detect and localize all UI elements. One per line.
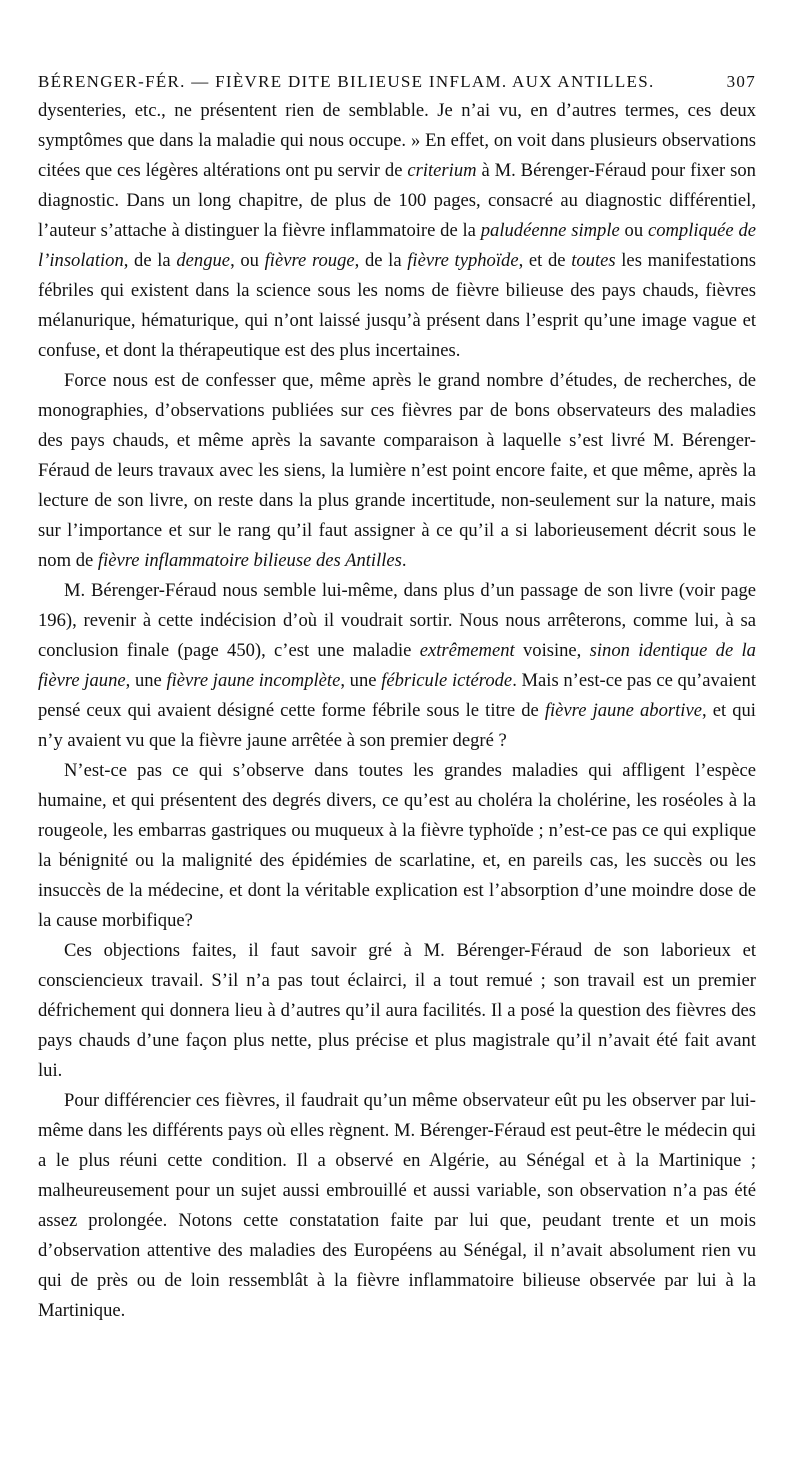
body-text <box>38 96 756 1326</box>
text-run: , de la <box>123 250 177 271</box>
text-run: les manifestations fébriles qui existent dans la science sous les noms de fièvre bilieuse des pays chauds, fièvres mélanurique, hématurique, qui n’ont laissé jusqu’à présent dans l’esprit qu’une image vague et confuse, et dont la thérapeutique est des plus incertaines. <box>38 250 757 361</box>
text-run: , une <box>340 670 382 691</box>
running-header <box>38 72 756 92</box>
page-number: 307 <box>726 72 756 91</box>
italic-text: dengue <box>176 250 231 271</box>
paragraph <box>38 1086 756 1326</box>
book-page <box>38 72 756 1326</box>
italic-text: fièvre typhoïde <box>407 250 519 271</box>
text-run: à M. Bérenger-Féraud pour fixer son diagnostic. Dans un long chapitre, de plus de 100 pages, consacré au diagnostic différentiel, l’auteur s’attache à distinguer la fièvre inflammatoire de la <box>38 160 756 241</box>
paragraph <box>38 756 756 936</box>
italic-text: toutes <box>571 250 616 271</box>
paragraph <box>38 576 756 756</box>
italic-text: fièvre jaune incomplète <box>166 670 341 691</box>
text-run: , une <box>125 670 167 691</box>
text-run: . Mais n’est-ce pas ce qu’avaient pensé ceux qui avaient désigné cette forme fébrile sous le titre de <box>38 670 756 721</box>
paragraph <box>38 96 756 366</box>
italic-text: criterium <box>407 160 477 181</box>
text-run: dysenteries, etc., ne présentent rien de semblable. Je n’ai vu, en d’autres termes, ces deux symptômes que dans la maladie qui nous occupe. » En effet, on voit dans plusieurs observations citées que ces légères altérations ont pu servir de <box>38 100 756 181</box>
text-run: N’est-ce pas ce qui s’observe dans toutes les grandes maladies qui affligent l’espèce humaine, et qui présentent des degrés divers, ce qu’est au choléra la cholérine, les roséoles à la rougeole, les embarras gastriques ou muqueux à la fièvre typhoïde ; n’est-ce pas ce qui explique la bénignité ou la malignité des épidémies de scarlatine, et, en pareils cas, les succès ou les insuccès de la médecine, et dont la véritable explication est l’absorption d’une moindre dose de la cause morbifique? <box>38 760 756 931</box>
italic-text: fièvre jaune abortive <box>544 700 702 721</box>
text-run: M. Bérenger-Féraud nous semble lui-même, dans plus d’un passage de son livre (voir page 196), revenir à cette indécision d’où il voudrait sortir. Nous nous arrêterons, comme lui, à sa conclusion finale (page 450), c’est une maladie <box>38 580 756 661</box>
text-run: Force nous est de confesser que, même après le grand nombre d’études, de recherches, de monographies, d’observations publiées sur ces fièvres par de bons observateurs des maladies des pays chauds, et même après la savante comparaison à laquelle s’est livré M. Bérenger-Féraud de leurs travaux avec les siens, la lumière n’est point encore faite, et que même, après la lecture de son livre, on reste dans la plus grande incertitude, non-seulement sur la nature, mais sur l’importance et sur le rang qu’il faut assigner à ce qu’il a si laborieusement décrit sous le nom de <box>38 370 756 571</box>
text-run: , et de <box>518 250 572 271</box>
italic-text: sinon identique de la fièvre jaune <box>38 640 756 691</box>
text-run: . <box>401 550 407 571</box>
paragraph <box>38 366 756 576</box>
text-run: , et qui n’y avaient vu que la fièvre jaune arrêtée à son premier degré ? <box>38 700 756 751</box>
italic-text: extrêmement <box>419 640 515 661</box>
text-run: voisine, <box>514 640 590 661</box>
italic-text: compliquée de l’insolation <box>38 220 757 271</box>
text-run: Ces objections faites, il faut savoir gré à M. Bérenger-Féraud de son laborieux et consciencieux travail. S’il n’a pas tout éclairci, il a tout remué ; son travail est un premier défrichement qui donnera lieu à d’autres qu’il aura facilités. Il a posé la question des fièvres des pays chauds d’une façon plus nette, plus précise et plus magistrale qu’il n’avait été fait avant lui. <box>38 940 756 1081</box>
paragraph <box>38 936 756 1086</box>
running-title: BÉRENGER-FÉR. — FIÈVRE DITE BILIEUSE INFLAM. AUX ANTILLES. <box>38 72 655 91</box>
text-run: ou <box>619 220 648 241</box>
italic-text: fièvre inflammatoire bilieuse des Antilles <box>97 550 402 571</box>
text-run: Pour différencier ces fièvres, il faudrait qu’un même observateur eût pu les observer par lui-même dans les différents pays où elles règnent. M. Bérenger-Féraud est peut-être le médecin qui a le plus réuni cette condition. Il a observé en Algérie, au Sénégal et à la Martinique ; malheureusement pour un sujet aussi embrouillé et aussi variable, son observation n’a pas été assez prolongée. Notons cette constatation faite par lui que, peudant trente et un mois d’observation attentive des maladies des Européens au Sénégal, il n’avait absolument rien vu qui de près ou de loin ressemblât à la fièvre inflammatoire bilieuse observée par lui à la Martinique. <box>38 1090 756 1321</box>
italic-text: fébricule ictérode <box>381 670 513 691</box>
italic-text: fièvre rouge <box>264 250 355 271</box>
text-run: , de la <box>354 250 408 271</box>
italic-text: paludéenne simple <box>480 220 620 241</box>
text-run: , ou <box>230 250 265 271</box>
